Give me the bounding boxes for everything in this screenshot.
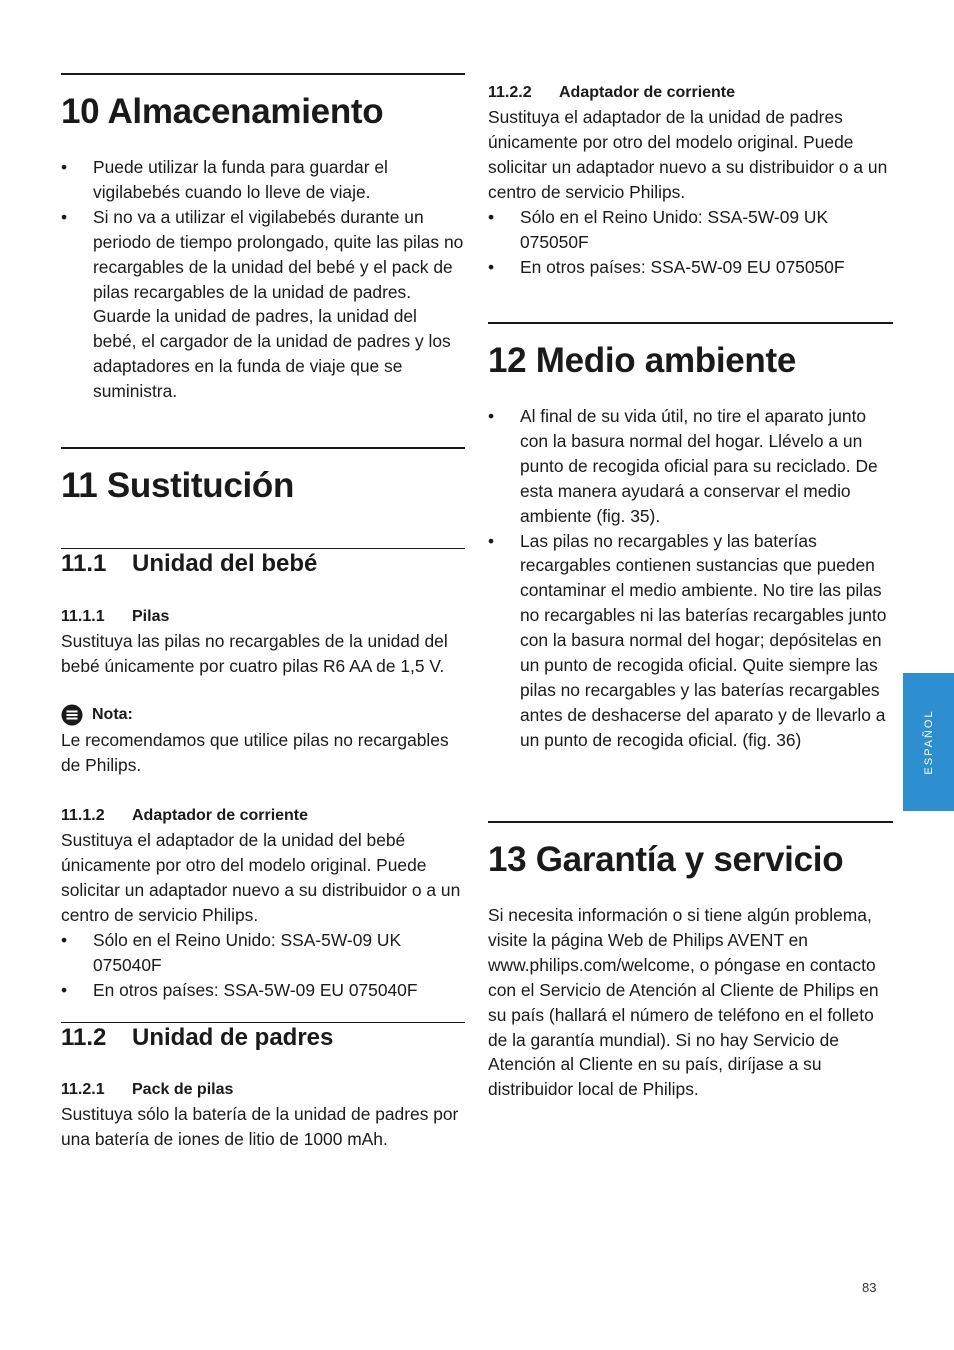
section-divider	[61, 73, 465, 75]
list-item: • Sólo en el Reino Unido: SSA-5W-09 UK 075050F	[488, 207, 829, 252]
note-text: Le recomendamos que utilice pilas no recargables de Philips.	[61, 730, 449, 775]
paragraph: Sustituya las pilas no recargables de la unidad del bebé únicamente por cuatro pilas R6 AA de 1,5 V.	[61, 631, 448, 676]
section-divider	[61, 447, 465, 449]
list-item: • Al final de su vida útil, no tire el aparato junto con la basura normal del hogar. Llévelo a un punto de recogida oficial para su reciclado. De esta manera ayudará a conservar el medio ambiente (fig. 35).	[488, 406, 878, 526]
paragraph: Si necesita información o si tiene algún problema, visite la página Web de Philips AVENT en www.philips.com/welcome, o póngase en contacto con el Servicio de Atención al Cliente de Philips en su país (hallará el número de teléfono en el folleto de la garantía mundial). Si no hay Servicio de Atención al Cliente en su país, diríjase a su distribuidor local de Philips.	[488, 905, 879, 1100]
section-13-title: 13 Garantía y servicio	[488, 840, 844, 879]
list-item: • Puede utilizar la funda para guardar el vigilabebés cuando lo lleve de viaje.	[61, 157, 388, 202]
list-item: • En otros países: SSA-5W-09 EU 075050F	[488, 256, 845, 277]
subsection-11-1-title: 11.1 Unidad del bebé	[61, 550, 318, 577]
note-icon	[61, 704, 83, 726]
section-divider	[488, 322, 893, 324]
list-item: • Las pilas no recargables y las baterías recargables contienen sustancias que pueden contaminar el medio ambiente. No tire las pilas no recargables ni las baterías recargables junto con la basura normal del hogar; depósitelas en un punto de recogida oficial. Quite siempre las pilas no recargables y las baterías recargables antes de deshacerse del aparato y de llevarlo a un punto de recogida oficial. (fig. 36)	[488, 530, 887, 750]
section-12-list	[488, 404, 893, 753]
subsection-11-1-2-title: 11.1.2 Adaptador de corriente	[61, 807, 309, 824]
subsection-divider	[61, 548, 465, 549]
section-11-title: 11 Sustitución	[61, 466, 295, 505]
paragraph: Sustituya sólo la batería de la unidad de padres por una batería de iones de litio de 1000 mAh.	[61, 1104, 459, 1149]
subsection-divider	[61, 1022, 465, 1023]
page-number: 83	[862, 1280, 877, 1295]
section-10-list	[61, 155, 465, 404]
subsection-11-2-title: 11.2 Unidad de padres	[61, 1024, 334, 1051]
subsection-11-2-1-title: 11.2.1 Pack de pilas	[61, 1081, 234, 1098]
subsection-11-1-1-title: 11.1.1 Pilas	[61, 608, 170, 625]
list-item: • En otros países: SSA-5W-09 EU 075040F	[61, 979, 418, 1000]
section-10-title: 10 Almacenamiento	[61, 92, 384, 131]
list-item: • Si no va a utilizar el vigilabebés durante un periodo de tiempo prolongado, quite las pilas no recargables de la unidad del bebé y el pack de pilas recargables de la unidad de padres. Guarde la unidad de padres, la unidad del bebé, el cargador de la unidad de padres y los adaptadores en la funda de viaje que se suministra.	[61, 206, 464, 402]
subsection-11-2-2-title: 11.2.2 Adaptador de corriente	[488, 84, 736, 101]
adapter-list	[61, 928, 465, 1003]
note-block	[61, 704, 465, 778]
list-item: • Sólo en el Reino Unido: SSA-5W-09 UK 075040F	[61, 930, 402, 975]
adapter-list	[488, 205, 893, 280]
paragraph: Sustituya el adaptador de la unidad del bebé únicamente por otro del modelo original. Puede solicitar un adaptador nuevo a su distribuidor o a un centro de servicio Philips.	[61, 830, 461, 925]
section-12-title: 12 Medio ambiente	[488, 341, 797, 380]
section-divider	[488, 821, 893, 823]
language-tab-label: ESPAÑOL	[922, 709, 935, 775]
note-label: Nota:	[92, 706, 133, 723]
paragraph: Sustituya el adaptador de la unidad de padres únicamente por otro del modelo original. Puede solicitar un adaptador nuevo a su distribuidor o a un centro de servicio Philips.	[488, 107, 888, 202]
language-tab	[903, 673, 954, 811]
